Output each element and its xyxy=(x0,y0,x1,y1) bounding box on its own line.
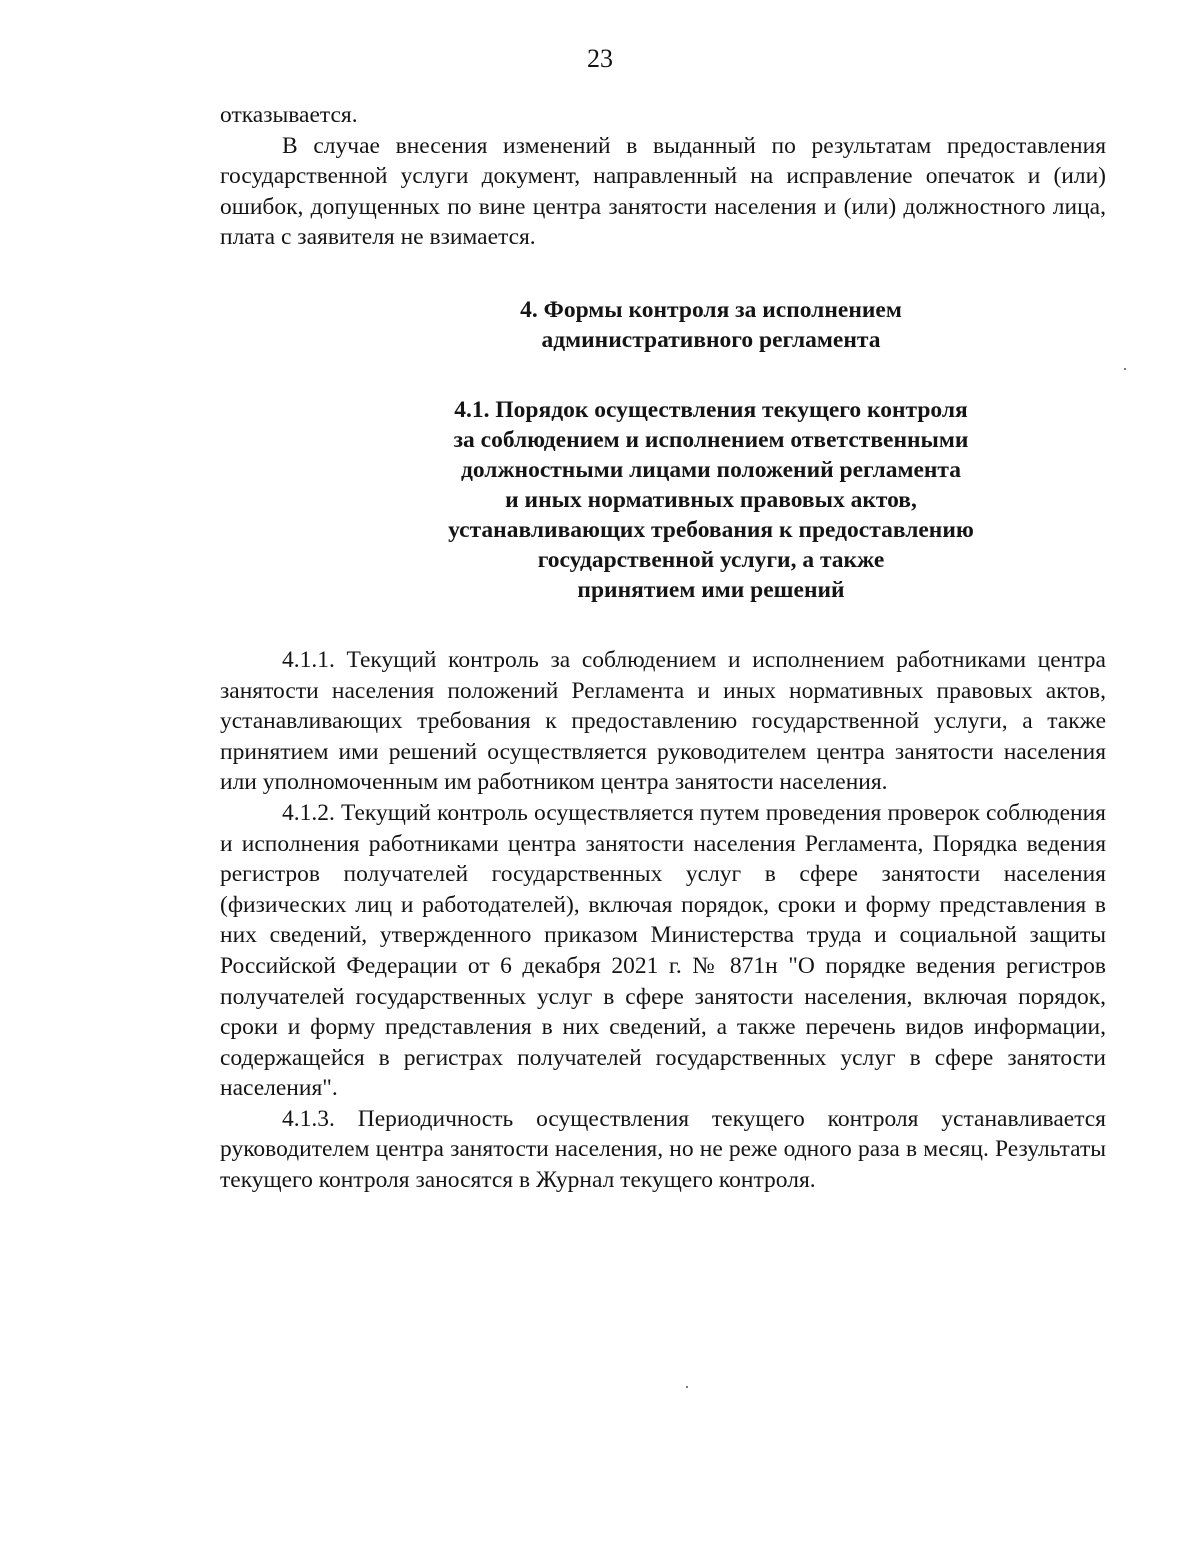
fee-paragraph: В случае внесения изменений в выданный по результатам предоставления государственной услуги документ, направленный на исправление опечаток и (или) ошибок, допущенных по вине центра занятости населения и (или) должностного лица, плата с заявителя не взимается. xyxy=(220,132,1106,251)
section-4-heading-line: административного регламента xyxy=(541,326,881,353)
section-4-heading xyxy=(220,295,1106,355)
section-4-1-body xyxy=(220,645,1106,1196)
scan-speck xyxy=(686,1386,688,1388)
scan-speck xyxy=(1124,368,1126,370)
paragraph-4-1-3: 4.1.3. Периодичность осуществления текущего контроля устанавливается руководителем центра занятости населения, но не реже одного раза в месяц. Результаты текущего контроля заносятся в Журнал текущего контроля. xyxy=(220,1105,1106,1194)
paragraph-4-1-1: 4.1.1. Текущий контроль за соблюдением и исполнением работниками центра занятости населения положений Регламента и иных нормативных правовых актов, устанавливающих требования к предоставлению государственной услуги, а также принятием ими решений осуществляется руководителем центра занятости населения или уполномоченным им работником центра занятости населения. xyxy=(220,646,1106,796)
page-number: 23 xyxy=(587,44,613,73)
section-4-1-heading-line: за соблюдением и исполнением ответственными xyxy=(453,426,969,453)
section-4-1-heading-line: и иных нормативных правовых актов, xyxy=(505,486,917,513)
section-4-1-heading-line: принятием ими решений xyxy=(577,576,845,603)
paragraph-4-1-2: 4.1.2. Текущий контроль осуществляется путем проведения проверок соблюдения и исполнения работниками центра занятости населения Регламента, Порядка ведения регистров получателей государственных услуг в сфере занятости населения (физических лиц и работодателей), включая порядок, сроки и форму представления в них сведений, утвержденного приказом Министерства труда и социальной защиты Российской Федерации от 6 декабря 2021 г. № 871н "О порядке ведения регистров получателей государственных услуг в сфере занятости населения, включая порядок, сроки и форму представления в них сведений, а также перечень видов информации, содержащейся в регистрах получателей государственных услуг в сфере занятости населения". xyxy=(220,799,1106,1102)
section-4-1-heading xyxy=(220,395,1106,605)
section-4-1-heading-line: должностными лицами положений регламента xyxy=(460,456,962,483)
section-4-1-heading-line: устанавливающих требования к предоставлению xyxy=(448,516,974,543)
page-content xyxy=(220,100,1106,1196)
continuation-text: отказывается. xyxy=(220,102,358,128)
section-4-1-heading-line: 4.1. Порядок осуществления текущего контроля xyxy=(454,396,968,423)
section-4-heading-line: 4. Формы контроля за исполнением xyxy=(520,296,902,323)
section-4-1-heading-line: государственной услуги, а также xyxy=(537,546,885,573)
